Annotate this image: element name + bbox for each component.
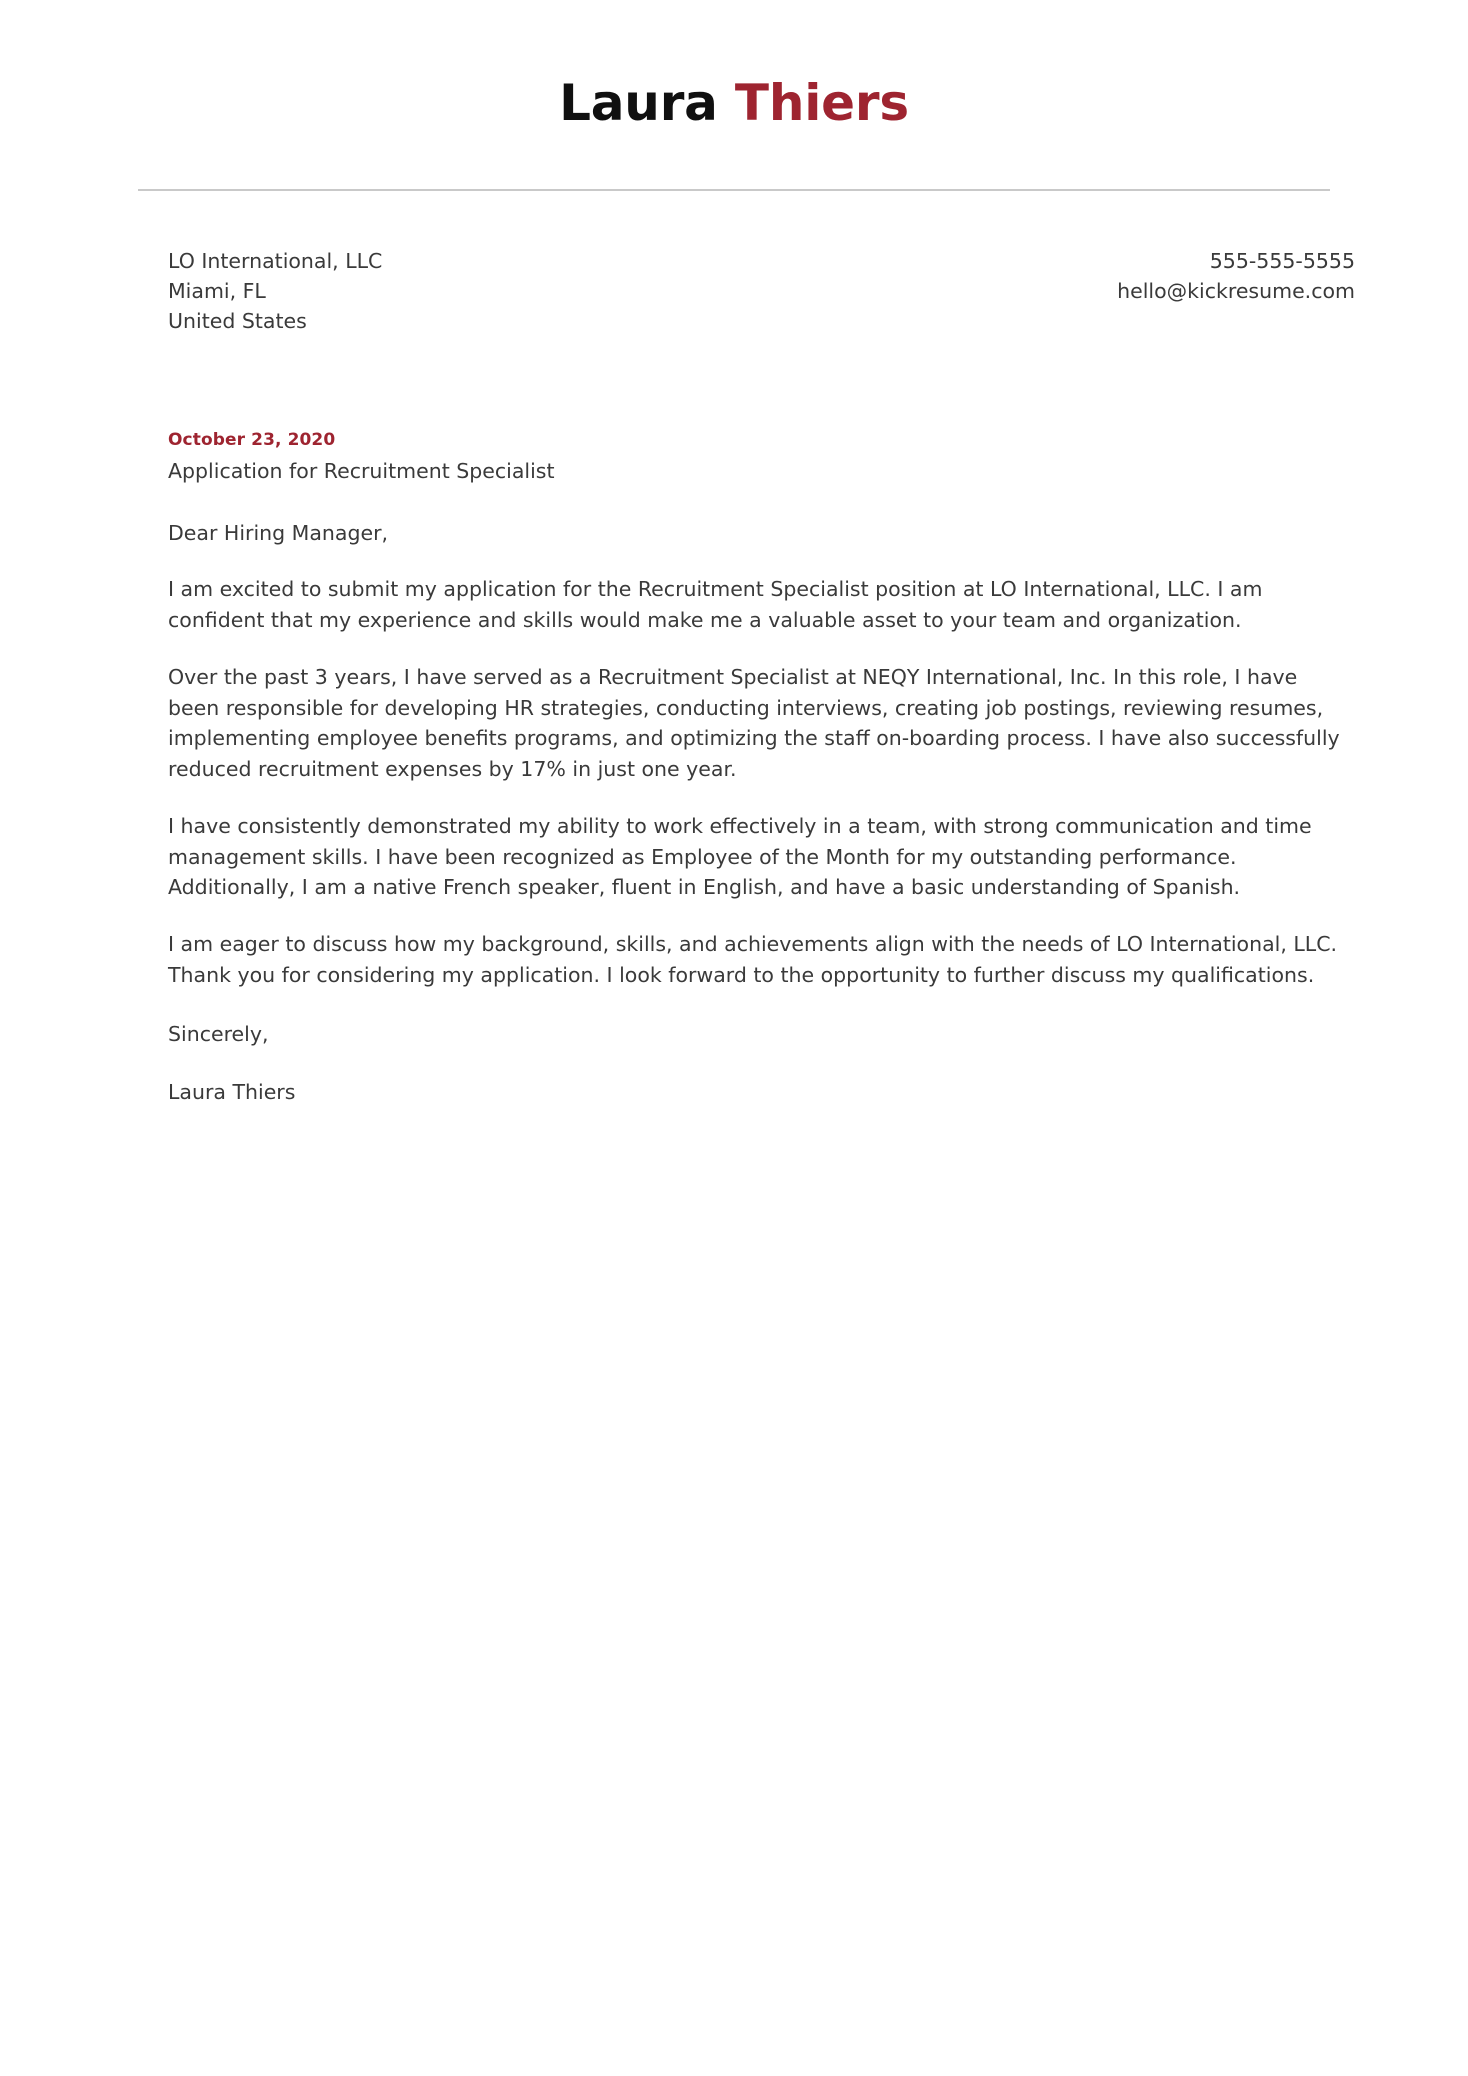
letter-paragraph-3: I have consistently demonstrated my ability to work effectively in a team, with strong communication and time management skills. I have been recognized as Employee of the Month for my outstanding performance. Additionally, I am a native French speaker, fluent in English, and have a basic understanding of Spanish. — [168, 813, 1312, 900]
letter-signature: Laura Thiers — [168, 1080, 296, 1105]
name-space — [718, 74, 735, 132]
letter-paragraph-2: Over the past 3 years, I have served as a Recruitment Specialist at NEQY International, Inc. In this role, I have been responsible for developing HR strategies, conducting interviews, creating job postings, reviewing resumes, implementing employee benefits programs, and optimizing the staff on-boarding process. I have also successfully reduced recruitment expenses by 17% in just one year. — [168, 664, 1340, 782]
header-divider-wrap — [0, 189, 1468, 191]
letter-paragraph-4: I am eager to discuss how my background, skills, and achievements align with the needs of LO International, LLC. Thank you for considering my application. I look forward to the opportunity to further discuss my qualifications. — [168, 932, 1338, 987]
recipient-company: LO International, LLC — [168, 249, 383, 273]
letterhead-header — [0, 0, 1468, 132]
contact-row — [0, 246, 1468, 336]
letter-closing: Sincerely, — [168, 1021, 269, 1046]
first-name: Laura — [559, 74, 718, 132]
recipient-city-state: Miami, FL — [168, 279, 266, 303]
letter-body — [0, 429, 1468, 1108]
recipient-address-block — [168, 246, 382, 336]
last-name: Thiers — [734, 74, 909, 132]
sender-email[interactable]: hello@kickresume.com — [1117, 279, 1355, 303]
recipient-country: United States — [168, 309, 307, 333]
header-divider — [138, 189, 1330, 191]
page-title — [0, 74, 1468, 132]
letter-date: October 23, 2020 — [168, 430, 336, 450]
sender-phone[interactable]: 555-555-5555 — [1209, 249, 1355, 273]
sender-contact-block — [1117, 246, 1355, 306]
letter-paragraph-1: I am excited to submit my application for the Recruitment Specialist position at LO International, LLC. I am confident that my experience and skills would make me a valuable asset to your team and organization. — [168, 577, 1263, 633]
letter-greeting: Dear Hiring Manager, — [168, 520, 389, 545]
letter-subject: Application for Recruitment Specialist — [168, 458, 555, 483]
